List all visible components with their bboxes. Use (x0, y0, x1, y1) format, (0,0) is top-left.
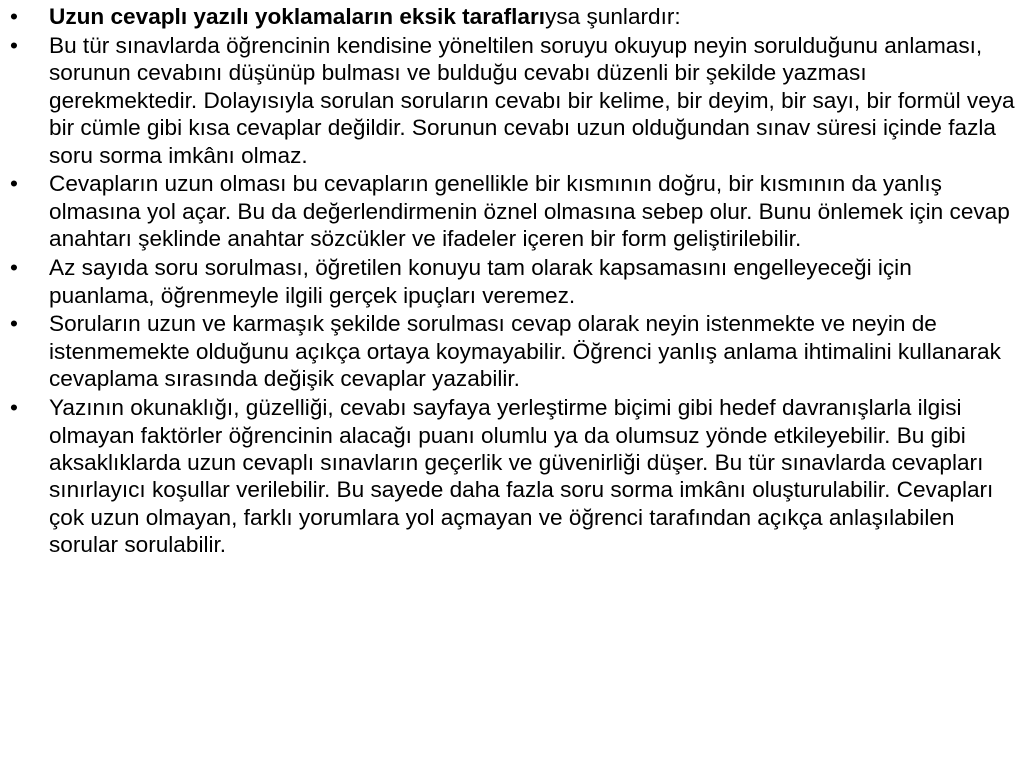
bullet-text: Bu tür sınavlarda öğrencinin kendisine yöneltilen soruyu okuyup neyin sorulduğunu anlaması, sorunun cevabını düşünüp bulması ve bulduğu cevabı düzenli bir şekilde yazması gerekmektedir. Dolayısıyla sorulan soruların cevabı bir kelime, bir deyim, bir sayı, bir formül veya bir cümle gibi kısa cevaplar değildir. Sorunun cevabı uzun olduğundan sınav süresi içinde fazla soru sorma imkânı olmaz. (49, 32, 1015, 168)
bullet-icon: • (10, 311, 18, 337)
bullet-item-2 (10, 170, 1016, 252)
heading-rest-text: ysa şunlardır: (545, 4, 681, 29)
bullet-item-4 (10, 310, 1016, 392)
bullet-item-3 (10, 254, 1016, 309)
bullet-item-heading (10, 3, 1016, 30)
bullet-icon: • (10, 32, 18, 58)
bullet-text: Yazının okunaklığı, güzelliği, cevabı sayfaya yerleştirme biçimi gibi hedef davranışlarla ilgisi olmayan faktörler öğrencinin alacağı puanı olumlu ya da olumsuz yönde etkileyebilir. Bu gibi aksaklıklarda uzun cevaplı sınavların geçerlik ve güvenirliği düşer. Bu tür sınavlarda cevapları sınırlayıcı koşullar verilebilir. Bu sayede daha fazla soru sorma imkânı oluşturulabilir. Cevapları çok uzun olmayan, farklı yorumlara yol açmayan ve öğrenci tarafından açıkça anlaşılabilen sorular sorulabilir. (49, 395, 994, 558)
bullet-list (10, 3, 1016, 559)
heading-bold-text: Uzun cevaplı yazılı yoklamaların eksik tarafları (49, 4, 546, 29)
bullet-item-5 (10, 394, 1016, 558)
bullet-text: Soruların uzun ve karmaşık şekilde sorulması cevap olarak neyin istenmekte ve neyin de istenmemekte olduğunu açıkça ortaya koymayabilir. Öğrenci yanlış anlama ihtimalini kullanarak cevaplama sırasında değişik cevaplar yazabilir. (49, 311, 1001, 392)
bullet-icon: • (10, 4, 18, 29)
bullet-text: Cevapların uzun olması bu cevapların genellikle bir kısmının doğru, bir kısmının da yanlış olmasına yol açar. Bu da değerlendirmenin öznel olmasına sebep olur. Bunu önlemek için cevap anahtarı şeklinde anahtar sözcükler ve ifadeler içeren bir form geliştirilebilir. (49, 171, 1010, 252)
bullet-icon: • (10, 395, 18, 421)
bullet-item-1 (10, 32, 1016, 169)
bullet-icon: • (10, 255, 18, 281)
bullet-text: Az sayıda soru sorulması, öğretilen konuyu tam olarak kapsamasını engelleyeceği için puanlama, öğrenmeyle ilgili gerçek ipuçları veremez. (49, 255, 912, 308)
bullet-icon: • (10, 171, 18, 197)
